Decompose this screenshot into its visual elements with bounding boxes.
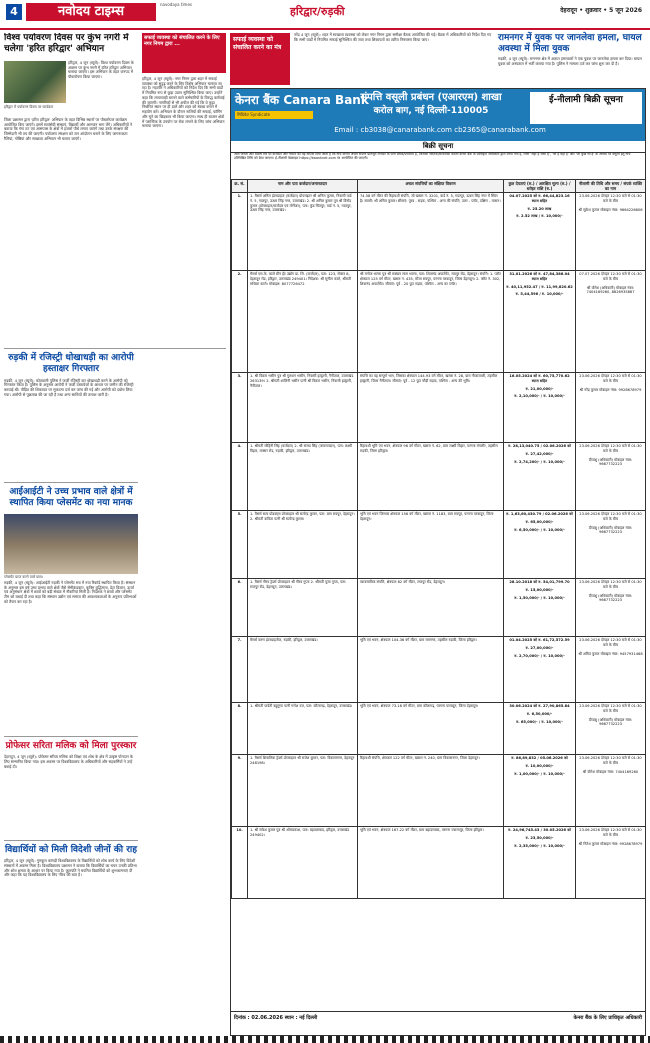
row-amounts <box>504 579 576 637</box>
amount-emd: रु. 5,44,596 / रु. 10,000/- <box>515 292 564 297</box>
row-auction <box>576 271 646 373</box>
auction-contact: श्री नितेश कुमार मोबाइल नंबर: 9928678979 <box>578 841 643 846</box>
row-auction <box>576 373 646 443</box>
highlight-box: सफाई व्यवस्था को संचालित करने के लिए नगर निगम द्वारा ... <box>142 33 226 73</box>
header-date: देहरादून • शुक्रवार • 5 जून 2026 <box>560 7 642 14</box>
article-title: आईआईटी ने उच्च प्रभाव वाले क्षेत्रों में स्थापित किया प्लेसमेंट का नया मानक <box>9 487 133 509</box>
row-auction <box>576 443 646 511</box>
amount-emd: रु. 2,35,000/- / रु. 10,000/- <box>514 843 565 848</box>
row-borrower: 1. मैसर्स सत्य प्रोडक्ट्स प्रोपराइटर श्री सत्येन्द्र कुमार, पता: ग्राम रायपुर, देहरादून। 2. श्रीमती कविता पत्नी श्री सत्येन्द्र कुमार। <box>248 511 358 579</box>
amount-emd: रु. 2,70,000/- / रु. 10,000/- <box>514 653 565 658</box>
auction-notice <box>230 88 646 1036</box>
row-serial: 4. <box>232 443 248 511</box>
row-borrower: मैसर्स एस.के. काले ग्रीन ईंट उद्योग प्रा. लि. (कर्जदार), पता: 123, सेक्टर 8, देहरादून रोड, हरिद्वार, उत्तराखंड 249401। निदेशक: श्री सुनील काले, श्रीमती राधिका काले। मोबाइल: 8077726472 <box>248 271 358 373</box>
auction-table <box>231 179 646 899</box>
amount-emd: रु. 65,000/- / रु. 10,000/- <box>516 719 563 724</box>
row-borrower: 1. मैसर्स गौरव ट्रेडर्स प्रोपराइटर श्री गौरव गुप्ता 2. श्रीमती पूजा गुप्ता, पता: राजपुर रोड, देहरादून, उत्तराखंड। <box>248 579 358 637</box>
table-row <box>232 637 646 703</box>
row-amounts <box>504 271 576 373</box>
row-serial: 1. <box>232 193 248 271</box>
notice-intro: आम जनता और विशेष तौर पर कर्जदार और गारंटर को यह नोटिस दिया जाता है कि नीचे वर्णित अचल संपत्ति प्रतिभूत लेनदार के पास बंधक/प्रभारित है, जिसका भौतिक/सांकेतिक कब्जा केनरा बैंक के प्राधिकृत अधिकारी द्वारा लिया गया है, जिसे 'जहाँ है जैसा है', 'जो है यही है' और 'जो कुछ भी है' के आधार पर वसूली हेतु नीचे उल्लिखित तिथि को बेचा जाएगा। ई-नीलामी वेबसाइट https://baanknet.com पर आयोजित की जाएगी। <box>234 152 631 161</box>
col-header: क्र. सं. <box>232 180 248 193</box>
footer-signatory: केनरा बैंक के लिए प्राधिकृत अधिकारी <box>573 1015 642 1021</box>
row-borrower: मैसर्स वरुण इंटरप्राइजेज, रुड़की, हरिद्वार, उत्तराखंड। <box>248 637 358 703</box>
page-header <box>0 0 650 30</box>
notice-footer <box>231 1011 645 1035</box>
table-row <box>232 755 646 827</box>
row-amounts <box>504 193 576 271</box>
auction-auction: 23.06.2026 दोपहर 12:30 बजे से 01:30 बजे के बीच <box>579 638 642 648</box>
article-body: रुड़की, 4 जून (ब्यूरो): आईआईटी रुड़की ने प्लेसमेंट सत्र में नया रिकॉर्ड स्थापित किया है। संस्थान के अनुसार इस वर्ष उच्च प्रभाव वाले क्षेत्रों जैसे सेमीकंडक्टर, कृत्रिम बुद्धिमत्ता, डेटा विज्ञान, ऊर्जा एवं अनुसंधान क्षेत्रों में छात्रों को बड़ी संख्या में नौकरियां मिली हैं। निदेशक ने छात्रों और प्लेसमेंट टीम को बधाई दी तथा कहा कि संस्थान उद्योग एवं समाज की आवश्यकताओं के अनुरूप प्रतिभाओं को तैयार कर रहा है। <box>4 579 137 604</box>
article-students <box>4 845 138 1035</box>
row-borrower: 1. श्रीमती मोहिनी सिंह (कर्जदार) 2. श्री संजय सिंह (जमानतदार), पता: लक्ष्मी विहार, लक्सर रोड, रुड़की, हरिद्वार, उत्तराखंड। <box>248 443 358 511</box>
col-header: नाम और पता कर्जदार/जमानतदार <box>248 180 358 193</box>
auction-contact: दीपांशु (अधिकारी) मोबाइल नंबर: 9667732223 <box>588 593 633 603</box>
auction-contact: दीपांशु (अधिकारी) मोबाइल नंबर: 9667732223 <box>588 525 633 535</box>
row-property: रिहायशी संपत्ति, क्षेत्रफल 122 वर्ग मीटर, खसरा नं. 240, ग्राम विकासनगर, जिला देहरादून। <box>358 755 504 827</box>
amount-reserve: रु. 25.20 लाख <box>527 206 552 211</box>
row-property: श्री मनोज भल्ला पुत्र श्री मक्खन लाल भल्ला, पता: शिवानंद अपार्टमेंट, रायपुर रोड, देहरादून। संपत्ति: 1. प्लॉट क्षेत्रफल 125 वर्ग मीटर, खसरा नं. 435, मौजा रायपुर, परगना परवादून, जिला देहरादून। 2. फ्लैट नं. 302, शिवानंद अपार्टमेंट। सीमाएं: पूर्व - 20 फुट सड़क, पश्चिम - अन्य का प्लॉट। <box>358 271 504 373</box>
article-title: प्रोफेसर सरिता मलिक को मिला पुरस्कार <box>5 741 137 751</box>
article-photo <box>4 514 138 574</box>
auction-contact: दीपांशु (अधिकारी) मोबाइल नंबर: 9667732223 <box>588 717 633 727</box>
amount-reserve: रु. 15,00,000/- <box>525 588 554 593</box>
table-row <box>232 193 646 271</box>
row-amounts <box>504 703 576 755</box>
article-body: नरेंद्र 4 जून (ब्यूरो): शहर में स्वच्छता व्यवस्था को लेकर नगर निगम द्वारा समीक्षा बैठक आयोजित की गई। बैठक में अधिकारियों को निर्देश दिए गए कि सभी वार्डों में नियमित सफाई सुनिश्चित की जाए तथा शिकायतों का त्वरित निस्तारण किया जाए। <box>294 32 492 42</box>
amount-reserve: रु. 27,00,000/- <box>525 646 554 651</box>
bank-name: केनरा बैंक Canara Bank <box>235 93 369 107</box>
article-body: रुड़की, 4 जून (ब्यूरो): कोतवाली पुलिस ने फर्जी रजिस्ट्री कर धोखाधड़ी करने के आरोपी को गिरफ्तार किया है। पुलिस के अनुसार आरोपी ने फर्जी दस्तावेजों के आधार पर जमीन की रजिस्ट्री करवाई थी। पीड़ित की शिकायत पर मुकदमा दर्ज कर जांच की गई और आरोपी को दबोच लिया गया। आरोपी से पूछताछ की जा रही है तथा अन्य साथियों की तलाश जारी है। <box>4 377 134 397</box>
syndicate-label: सिंडिकेट Syndicate <box>235 111 313 119</box>
article-title: विद्यार्थियों को मिली विदेशी जीनों की राह <box>4 845 138 855</box>
amount-amount: रु. 1,63,60,430.79 / 02.06.2026 को <box>506 512 573 517</box>
right-top-article <box>230 33 646 85</box>
auction-auction: 23.06.2026 दोपहर 12:30 बजे से 01:30 बजे के बीच <box>579 704 642 714</box>
row-amounts <box>504 755 576 827</box>
article-registry-fraud <box>4 353 138 483</box>
row-borrower: 1. श्री विक्रम भसीन पुत्र श्री गुलशन भसीन, निवासी हल्द्वानी, नैनीताल, उत्तराखंड 263139। 2. श्रीमती शालिनी भसीन पत्नी श्री विक्रम भसीन, निवासी हल्द्वानी, नैनीताल। <box>248 373 358 443</box>
row-auction <box>576 579 646 637</box>
table-header-row <box>232 180 646 193</box>
amount-reserve: रु. 21,00,000/- <box>525 386 554 391</box>
auction-contact: दीपांशु (अधिकारी) मोबाइल नंबर: 9667732223 <box>588 457 633 467</box>
auction-contact: श्री योगेश (अधिकारी) मोबाइल नंबर: 7404169260, 8826935887 <box>586 285 635 295</box>
auction-auction: 23.06.2026 दोपहर 12:30 बजे से 01:30 बजे के बीच <box>579 828 642 838</box>
notice-title: संपत्ति वसूली प्रबंधन (एआरएम) शाखा <box>360 92 502 103</box>
page-number: 4 <box>6 4 22 20</box>
amount-emd: रु. 2.52 लाख / रु. 10,000/- <box>516 214 563 219</box>
row-auction <box>576 755 646 827</box>
article-title: रामनगर में युवक पर जानलेवा हमला, घायल अवस्था में मिला युवक <box>498 33 642 54</box>
auction-auction: 07.07.2026 दोपहर 12:30 बजे से 01:30 बजे के बीच <box>579 272 642 282</box>
row-property: रिहायशी भूमि एवं भवन, क्षेत्रफल 96 वर्ग मीटर, खसरा नं. 62, ग्राम लक्ष्मी विहार, परगना मंगलौर, तहसील रुड़की, जिला हरिद्वार। <box>358 443 504 511</box>
amount-amount: 28.10.2018 को रु. 54,01,799.70 <box>509 580 570 585</box>
auction-auction: 23.06.2026 दोपहर 12:30 बजे से 01:30 बजे के बीच <box>579 512 642 522</box>
row-serial: 3. <box>232 373 248 443</box>
auction-contact: श्री सुकेश कुमार मोबाइल नंबर: 9664226606 <box>578 207 643 212</box>
row-auction <box>576 193 646 271</box>
auction-auction: 23.06.2026 दोपहर 12:30 बजे से 01:30 बजे के बीच <box>579 444 642 454</box>
side-column-text: हरिद्वार, 4 जून (ब्यूरो): नगर निगम द्वारा शहर में सफाई व्यवस्था को सुदृढ़ करने के लिए विशेष अभियान चलाया जा रहा है। महापौर ने अधिकारियों को निर्देश दिए कि सभी वार्डों में नियमित रूप से कूड़ा उठान सुनिश्चित किया जाए। उन्होंने कहा कि लापरवाही बरतने वाले कर्मचारियों के विरुद्ध कार्रवाई की जाएगी। नागरिकों से भी अपील की गई कि वे कूड़ा निर्धारित स्थान पर ही डालें और शहर को स्वच्छ बनाने में सहयोग करें। अभियान के दौरान नालियों की सफाई, फॉगिंग और चूने का छिड़काव भी किया जाएगा। साथ ही बाजार क्षेत्रों में प्लास्टिक के उपयोग पर रोक लगाने के लिए जांच अभियान चलाया जाएगा। <box>142 76 225 129</box>
amount-emd: रु. 2,74,200/- / रु. 10,000/- <box>514 459 565 464</box>
row-property: भूमि एवं भवन, क्षेत्रफल 73.18 वर्ग मीटर, ग्राम कौलागढ़, परगना परवादून, जिला देहरादून। <box>358 703 504 755</box>
table-row <box>232 579 646 637</box>
row-serial: 5. <box>232 511 248 579</box>
header-url: navodaya times <box>160 2 193 7</box>
amount-amount: 16.05.2024 को रु. 60,75,770.62 ब्याज सहित <box>509 374 570 384</box>
auction-contact: श्री अमित कुमार मोबाइल नंबर: 9457931468 <box>578 651 643 656</box>
row-property: भूमि एवं भवन जिसका क्षेत्रफल 156 वर्ग मीटर, खसरा नं. 1183, ग्राम रायपुर, परगना परवादून, जिला देहरादून। <box>358 511 504 579</box>
newspaper-logo: नवोदय टाइम्स <box>26 3 156 21</box>
amount-emd: रु. 1,00,000/- / रु. 10,000/- <box>514 771 565 776</box>
section-title: हरिद्वार/रुड़की <box>290 5 345 18</box>
table-row <box>232 271 646 373</box>
article-body: हरिद्वार, 4 जून (ब्यूरो): विश्व पर्यावरण दिवस के अवसर पर कुंभ नगरी में हरित हरिद्वार अभियान चलाया जाएगा। इस अभियान के तहत जनपद में पौधारोपण किया जाएगा। <box>68 60 134 80</box>
row-borrower: 1. श्रीमती पार्वती बहुगुणा पत्नी गणेश दत्त, पता: कौलागढ़, देहरादून, उत्तराखंड। <box>248 703 358 755</box>
col-header: कुल देयताएं (रु.) / आरक्षित मूल्य (रु.) / धरोहर राशि (रु.) <box>504 180 576 193</box>
row-property: 74.58 वर्ग मीटर की रिहायशी संपत्ति, जो खसरा नं. 3201, वार्ड नं. 5, गदरपुर, ऊधम सिंह नगर में स्थित है। स्वामी: श्री अनिल कुमार। सीमाएं: पूरब - सड़क, पश्चिम - अन्य की संपत्ति, उत्तर - प्लॉट, दक्षिण - मकान। <box>358 193 504 271</box>
row-serial: 6. <box>232 579 248 637</box>
article-photo <box>4 61 66 103</box>
table-row <box>232 443 646 511</box>
notice-emails: Email : cb3038@canarabank.com cb2365@canarabank.com <box>334 126 546 134</box>
row-serial: 8. <box>232 703 248 755</box>
article-title: रुड़की में रजिस्ट्री धोखाधड़ी का आरोपी हस्ताक्षर गिरफ्तार <box>8 353 134 375</box>
col-header: नीलामी की तिथि और समय / संपर्क व्यक्ति का नाम <box>576 180 646 193</box>
row-property: भूमि एवं भवन, क्षेत्रफल 167.22 वर्ग मीटर, ग्राम बहादराबाद, परगना ज्वालापुर, जिला हरिद्वार। <box>358 827 504 899</box>
article-body: जिला प्रशासन द्वारा 'हरित हरिद्वार' अभियान के तहत विभिन्न स्थानों पर पौधारोपण कार्यक्रम आयोजित किए जाएंगे। इसमें स्वयंसेवी संस्थाएं, विद्यार्थी और आमजन भाग लेंगे। अधिकारियों ने बताया कि गंगा तट एवं आसपास के क्षेत्रों में हजारों पौधे लगाए जाएंगे तथा उनके संरक्षण की जिम्मेदारी भी तय की जाएगी। पर्यावरण संरक्षण को जन आंदोलन बनाने के लिए जागरूकता रैलियां, गोष्ठियां और स्वच्छता अभियान भी चलाए जाएंगे। <box>4 117 133 141</box>
amount-amount: रु. 24,96,745.43 / 30.05.2026 को <box>508 828 571 833</box>
amount-reserve: रु. 65,00,000/- <box>525 520 554 525</box>
amount-amount: 30.06.2024 को रु. 27,90,865.84 <box>509 704 570 709</box>
footer-date-place: दिनांक : 02.06.2026 स्थान : नई दिल्ली <box>234 1015 318 1021</box>
amount-amount: रु. 86,89,832 / 05.06.2026 को <box>511 756 568 761</box>
notice-subtitle: बिक्री सूचना <box>231 141 645 153</box>
amount-reserve: रु. 27,42,000/- <box>525 452 554 457</box>
amount-emd: रु. 1,50,000/- / रु. 10,000/- <box>514 595 565 600</box>
notice-address: करोल बाग, नई दिल्ली-110005 <box>373 106 489 116</box>
amount-reserve: रु. 23,50,000/- <box>525 836 554 841</box>
article-iit-placement <box>4 487 138 737</box>
row-amounts <box>504 373 576 443</box>
row-auction <box>576 637 646 703</box>
row-serial: 10. <box>232 827 248 899</box>
auction-auction: 23.06.2026 दोपहर 12:30 बजे से 01:30 बजे के बीच <box>579 194 642 204</box>
table-row <box>232 703 646 755</box>
row-borrower: 1. मैसर्स अनिल इंटरप्राइज (कर्जदार) प्रोपराइटर श्री अनिल कुमार, निवासी वार्ड नं. 5, गदरपुर, ऊधम सिंह नगर, उत्तराखंड। 2. श्री अनिल कुमार पुत्र श्री विनोद कुमार (प्रोपराइटर/कर्जदार एवं मोर्गेजर), पता: कुंड चिंतपुर, वार्ड नं. 5, गदरपुर, ऊधम सिंह नगर, उत्तराखंड। <box>248 193 358 271</box>
amount-emd: रु. 6,50,000/- / रु. 10,000/- <box>514 527 565 532</box>
registration-strip <box>0 1036 650 1043</box>
auction-auction: 23.06.2026 दोपहर 12:30 बजे से 01:30 बजे के बीच <box>579 580 642 590</box>
article-title: विश्व पर्यावरण दिवस पर कुंभ नगरी में चलेगा 'हरित हरिद्वार' अभियान <box>4 33 129 55</box>
amount-amount: 31.01.2026 को रु. 47,84,386.04 ब्याज सहित <box>509 272 570 282</box>
amount-amount: 01.04.2025 को रु. 61,72,572.59 <box>509 638 570 643</box>
row-property: संपत्ति का वह सम्पूर्ण भाग, जिसका क्षेत्रफल 144.93 वर्ग मीटर, खसरा नं. 28, ग्राम गौजाजाली, तहसील हल्द्वानी, जिला नैनीताल। सीमाएं: पूर्व - 12 फुट चौड़ी सड़क, पश्चिम - अन्य की भूमि। <box>358 373 504 443</box>
amount-reserve: रु. 10,00,000/- <box>525 764 554 769</box>
highlight-box: सफाई व्यवस्था को संचालित करने का मंत्र <box>230 33 290 85</box>
amount-reserve: रु. 40,11,952.47 / रु. 11,99,820.62 <box>506 284 573 289</box>
col-header: अचल संपत्तियों का संक्षिप्त विवरण <box>358 180 504 193</box>
auction-contact: श्री नरेंद्र कुमार मोबाइल नंबर: 9928678979 <box>579 387 642 392</box>
article-body: देहरादून, 4 जून (ब्यूरो): प्रोफेसर सरिता मलिक को शिक्षा एवं शोध के क्षेत्र में उत्कृष्ट योगदान के लिए सम्मानित किया गया। इस अवसर पर विश्वविद्यालय के अधिकारियों और सहकर्मियों ने उन्हें बधाई दी। <box>4 754 133 769</box>
amount-reserve: रु. 6,50,000/- <box>526 712 553 717</box>
row-amounts <box>504 637 576 703</box>
row-auction <box>576 827 646 899</box>
amount-emd: रु. 2,10,000/- / रु. 10,000/- <box>514 394 565 399</box>
row-serial: 2. <box>232 271 248 373</box>
row-serial: 7. <box>232 637 248 703</box>
photo-caption: प्लेसमेंट प्राप्त करने वाले छात्र। <box>4 574 44 579</box>
auction-auction: 23.06.2026 दोपहर 12:30 बजे से 01:30 बजे के बीच <box>579 756 642 766</box>
auction-auction: 23.06.2026 दोपहर 12:30 बजे से 01:30 बजे के बीच <box>579 374 642 384</box>
row-property: व्यावसायिक संपत्ति, क्षेत्रफल 82 वर्ग मीटर, राजपुर रोड, देहरादून। <box>358 579 504 637</box>
row-serial: 9. <box>232 755 248 827</box>
article-body: रुड़की, 4 जून (ब्यूरो): रामनगर क्षेत्र में अज्ञात हमलावरों ने एक युवक पर जानलेवा हमला कर दिया। घायल युवक को अस्पताल में भर्ती कराया गया है। पुलिस ने मामला दर्ज कर जांच शुरू कर दी है। <box>498 56 642 66</box>
table-row <box>232 511 646 579</box>
amount-amount: रु. 28,13,040.75 / 02.06.2026 को <box>508 444 571 449</box>
article-body: हरिद्वार, 4 जून (ब्यूरो): गुरुकुल कांगड़ी विश्वविद्यालय के विद्यार्थियों को शोध कार्य के लिए विदेशी संस्थानों में अवसर मिला है। विश्वविद्यालय प्रशासन ने बताया कि विद्यार्थियों का चयन उनकी प्रतिभा और शोध क्षमता के आधार पर किया गया है। कुलपति ने चयनित विद्यार्थियों को शुभकामनाएं दीं और कहा कि यह विश्वविद्यालय के लिए गौरव की बात है। <box>4 858 137 878</box>
row-amounts <box>504 511 576 579</box>
left-column <box>4 33 226 1035</box>
row-amounts <box>504 443 576 511</box>
photo-caption: हरिद्वार में पर्यावरण दिवस पर कार्यक्रम <box>4 105 54 109</box>
row-borrower: 1. मैसर्स शिवालिक ट्रेडर्स प्रोपराइटर श्री राजेश कुमार, पता: विकासनगर, देहरादून 248198। <box>248 755 358 827</box>
table-row <box>232 373 646 443</box>
amount-amount: 04.07.2025 को रु. 66,44,823.16 ब्याज सहित <box>509 194 570 204</box>
notice-banner <box>231 89 645 141</box>
auction-contact: श्री योगेश मोबाइल नंबर: 7404169260 <box>582 769 639 774</box>
row-auction <box>576 703 646 755</box>
article-professor-award <box>4 741 138 841</box>
eauction-label: ई-नीलामी बिक्री सूचना <box>530 92 642 124</box>
row-borrower: 1. श्री राकेश कुमार पुत्र श्री ओमप्रकाश, पता: बहादराबाद, हरिद्वार, उत्तराखंड 249402। <box>248 827 358 899</box>
row-auction <box>576 511 646 579</box>
table-row <box>232 827 646 899</box>
row-property: भूमि एवं भवन, क्षेत्रफल 104.36 वर्ग मीटर, ग्राम रामनगर, तहसील रुड़की, जिला हरिद्वार। <box>358 637 504 703</box>
row-amounts <box>504 827 576 899</box>
